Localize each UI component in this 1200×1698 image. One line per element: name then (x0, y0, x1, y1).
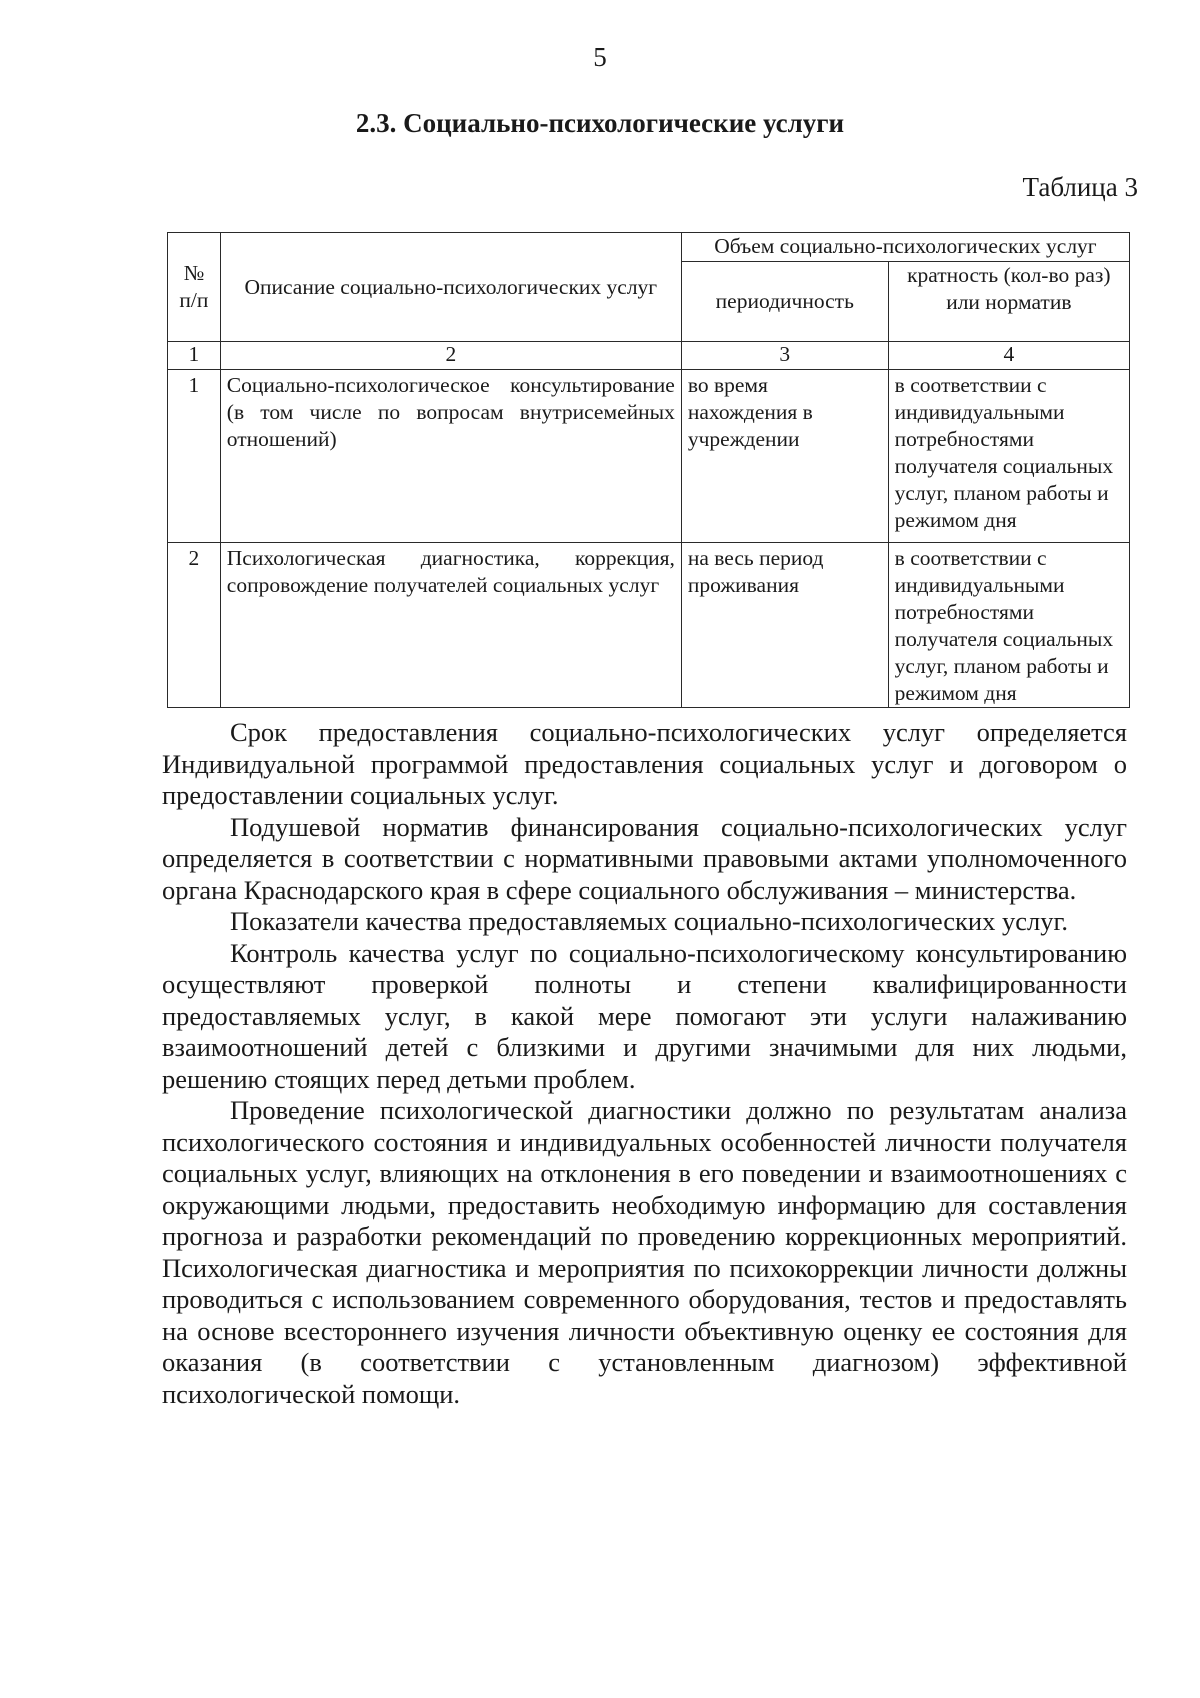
header-periodicity: периодичность (681, 262, 888, 342)
row-multiplicity: в соответствии с индивидуальными потребностями получателя социальных услуг, планом работы и режимом дня (888, 543, 1129, 708)
header-number: № п/п (168, 233, 221, 342)
page-number: 5 (593, 42, 607, 72)
table-caption: Таблица 3 (1022, 172, 1138, 202)
header-volume-group: Объем социально-психологических услуг (681, 233, 1129, 262)
row-multiplicity: в соответствии с индивидуальными потребностями получателя социальных услуг, планом работы и режимом дня (888, 370, 1129, 543)
body-text (162, 717, 1127, 1410)
row-periodicity: на весь период проживания (681, 543, 888, 708)
column-number: 1 (168, 342, 221, 370)
table-row (168, 370, 1130, 543)
column-numbers-row (168, 342, 1130, 370)
row-description: Социально-психологическое консультирование (в том числе по вопросам внутрисемейных отношений) (220, 370, 681, 543)
column-number: 2 (220, 342, 681, 370)
services-table (167, 232, 1130, 708)
header-description: Описание социально-психологических услуг (220, 233, 681, 342)
section-title: 2.3. Социально-психологические услуги (355, 108, 845, 138)
row-number: 1 (168, 370, 221, 543)
column-number: 3 (681, 342, 888, 370)
paragraph-diagnostics: Проведение психологической диагностики должно по результатам анализа психологического состояния и индивидуальных особенностей личности получателя социальных услуг, влияющих на отклонения в его поведении и взаимоотношениях с окружающими людьми, предоставить необходимую информацию для составления прогноза и разработки рекомендаций по проведению коррекционных мероприятий. Психологическая диагностика и мероприятия по психокоррекции личности должны проводиться с использованием современного оборудования, тестов и предоставлять на основе всестороннего изучения личности объективную оценку ее состояния для оказания (в соответствии с установленным диагнозом) эффективной психологической помощи. (162, 1095, 1127, 1409)
row-description: Психологическая диагностика, коррекция, сопровождение получателей социальных услуг (220, 543, 681, 708)
paragraph-financing-norm: Подушевой норматив финансирования социально-психологических услуг определяется в соответствии с нормативными правовыми актами уполномоченного органа Краснодарского края в сфере социального обслуживания – министерства. (162, 811, 1127, 905)
row-number: 2 (168, 543, 221, 708)
row-periodicity: во время нахождения в учреждении (681, 370, 888, 543)
paragraph-term: Срок предоставления социально-психологических услуг определяется Индивидуальной программой предоставления социальных услуг и договором о предоставлении социальных услуг. (162, 717, 1127, 810)
paragraph-quality-heading: Показатели качества предоставляемых социально-психологических услуг. (230, 906, 1068, 936)
header-multiplicity: кратность (кол-во раз) или норматив (888, 262, 1129, 342)
paragraph-quality-control: Контроль качества услуг по социально-психологическому консультированию осуществляют проверкой полноты и степени квалифицированности предоставляемых услуг, в какой мере помогают эти услуги налаживанию взаимоотношений детей с близкими и другими значимыми для них людьми, решению стоящих перед детьми проблем. (162, 937, 1127, 1094)
column-number: 4 (888, 342, 1129, 370)
table-row (168, 543, 1130, 708)
